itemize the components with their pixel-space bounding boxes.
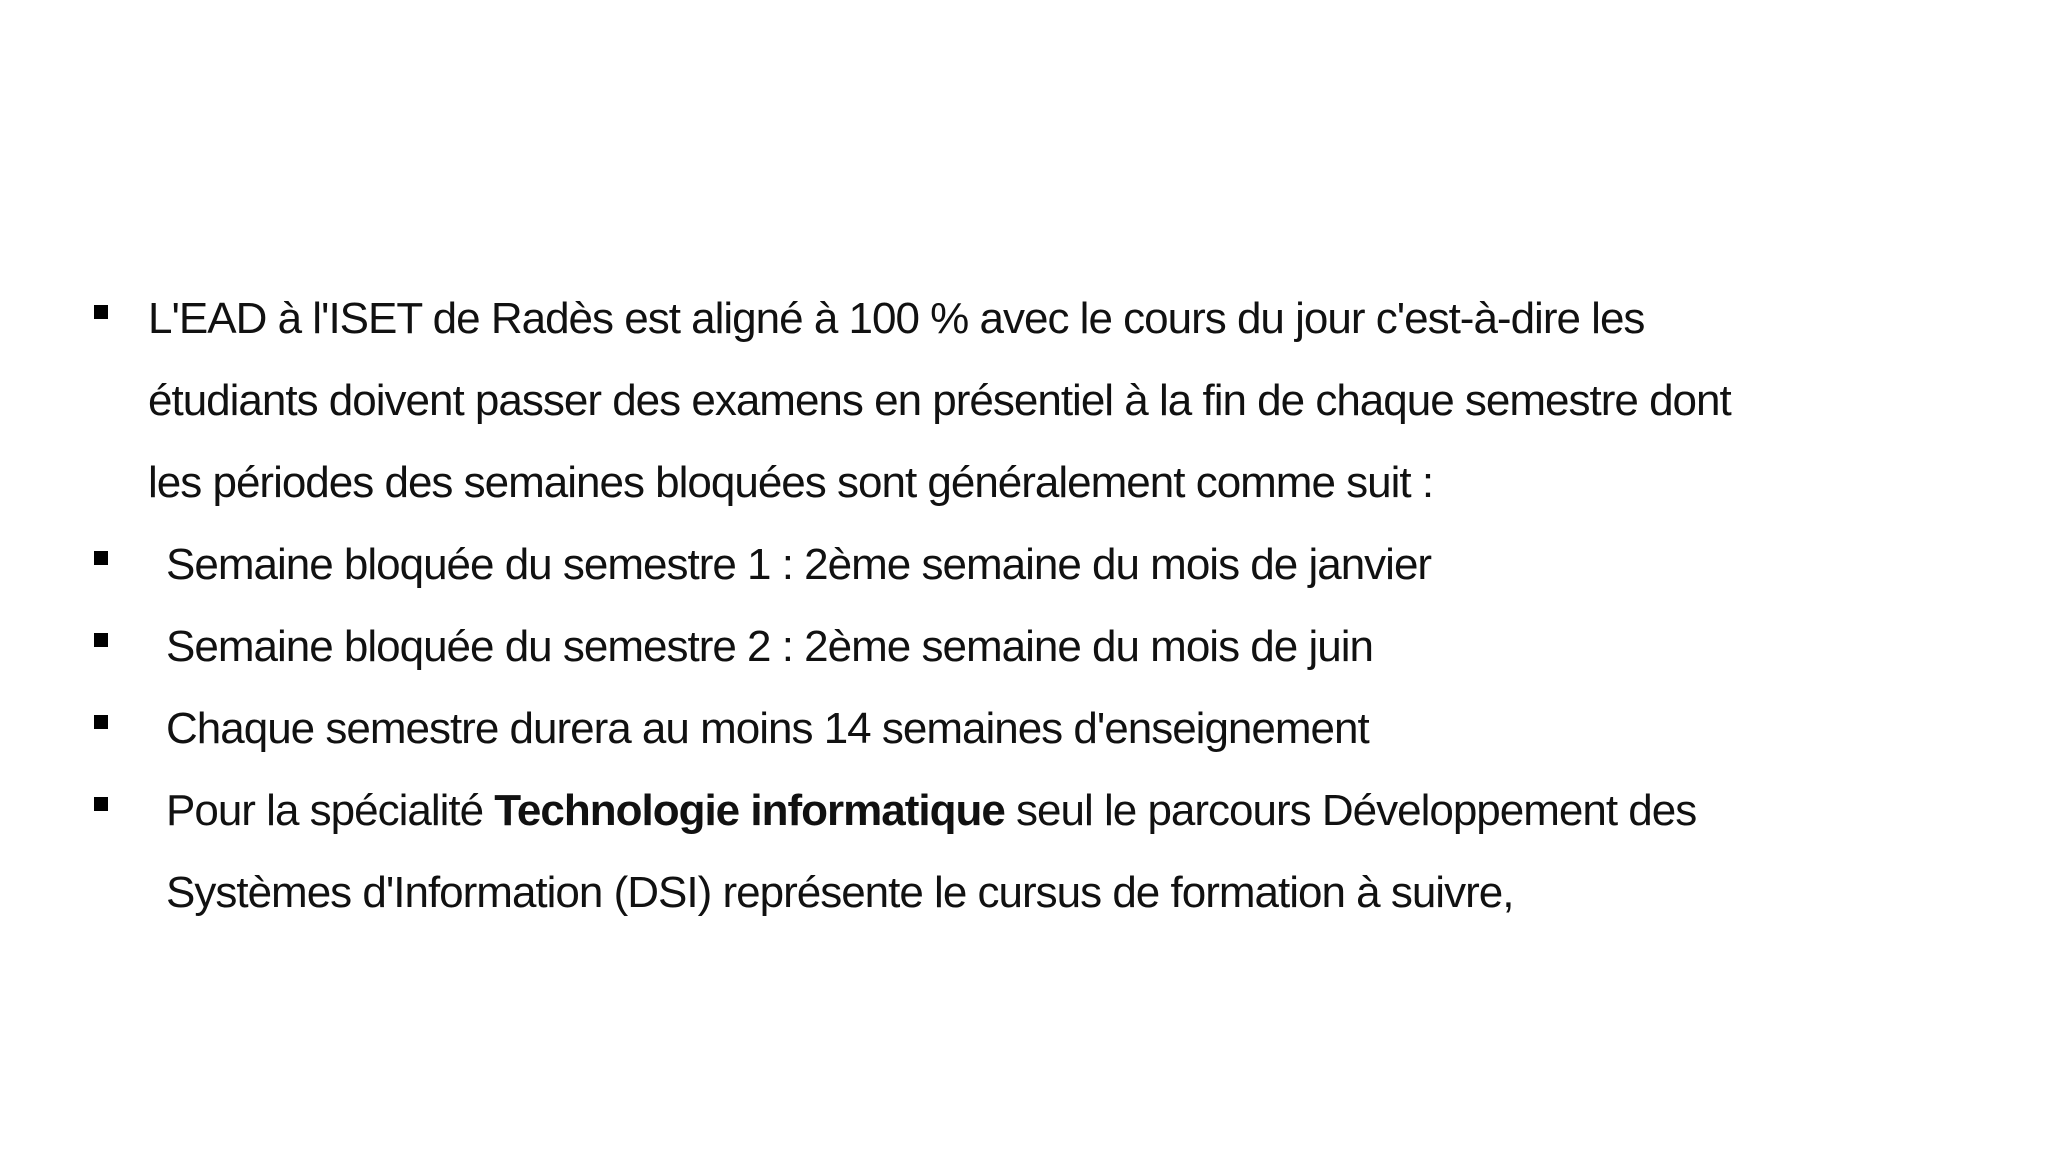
square-bullet-icon — [94, 633, 108, 647]
bullet-text: Semaine bloquée du semestre 1 : 2ème semaine du mois de janvier — [166, 540, 1432, 589]
bullet-item — [92, 688, 1972, 770]
bullet-text: Semaine bloquée du semestre 2 : 2ème semaine du mois de juin — [166, 622, 1373, 671]
square-bullet-icon — [94, 551, 108, 565]
bullet-item — [92, 524, 1972, 606]
bullet-text: Chaque semestre durera au moins 14 semaines d'enseignement — [166, 704, 1369, 753]
bullet-line — [166, 770, 1972, 852]
bullet-line: étudiants doivent passer des examens en présentiel à la fin de chaque semestre dont — [148, 376, 1731, 425]
bullet-item — [92, 606, 1972, 688]
bullet-line: Systèmes d'Information (DSI) représente le cursus de formation à suivre, — [166, 868, 1514, 917]
bullet-text-bold: Technologie informatique — [494, 786, 1005, 835]
bullet-text-before: Pour la spécialité — [166, 786, 495, 835]
square-bullet-icon — [94, 305, 108, 319]
bullet-line: les périodes des semaines bloquées sont généralement comme suit : — [148, 458, 1434, 507]
bullet-list — [92, 278, 1972, 934]
square-bullet-icon — [94, 797, 108, 811]
bullet-line: L'EAD à l'ISET de Radès est aligné à 100 % avec le cours du jour c'est-à-dire les — [148, 294, 1645, 343]
bullet-item — [92, 278, 1972, 524]
bullet-item — [92, 770, 1972, 934]
square-bullet-icon — [94, 715, 108, 729]
bullet-text-after: seul le parcours Développement des — [1004, 786, 1697, 835]
